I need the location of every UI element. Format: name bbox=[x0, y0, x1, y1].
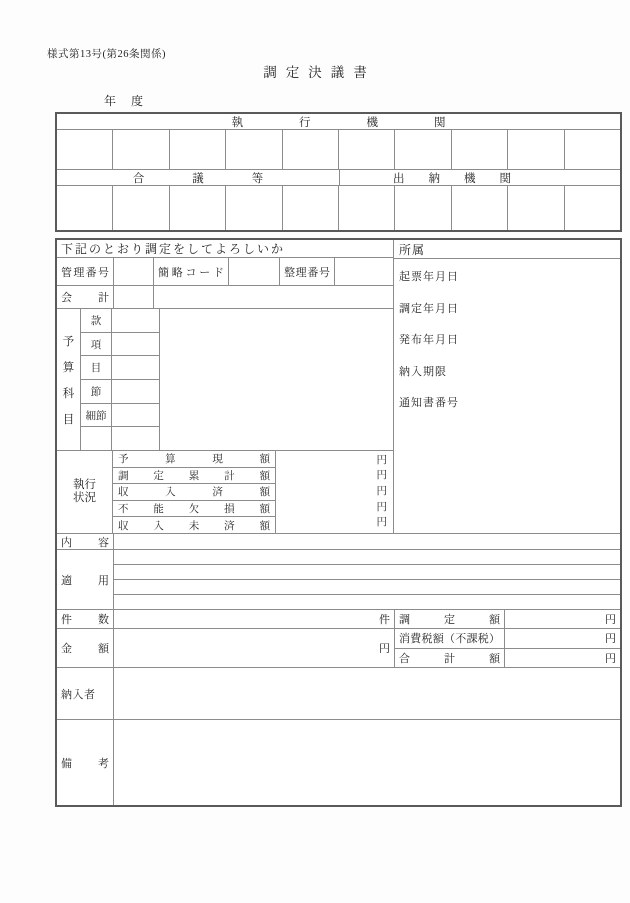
yen-unit: 円 bbox=[376, 470, 387, 482]
budget-current-amount-label: 予 算 現 額 bbox=[113, 451, 275, 468]
yen-unit: 円 bbox=[605, 614, 616, 626]
yen-unit: 円 bbox=[376, 485, 387, 497]
revenue-outstanding-label: 収 入 未 済 額 bbox=[118, 520, 270, 532]
yen-unit: 円 bbox=[376, 501, 387, 513]
write-line bbox=[114, 580, 620, 595]
budget-code-field bbox=[112, 333, 159, 357]
execution-status-items bbox=[113, 451, 276, 533]
remarks-label: 備 考 bbox=[57, 720, 114, 805]
serial-number-field bbox=[335, 258, 393, 285]
grand-total-field bbox=[505, 649, 620, 668]
content-row bbox=[57, 534, 620, 550]
write-line bbox=[114, 565, 620, 580]
document-title: 調定決議書 bbox=[263, 65, 376, 80]
stamp-cell bbox=[452, 130, 508, 169]
executing-agency-stamp-row bbox=[57, 130, 620, 170]
count-field bbox=[114, 610, 395, 628]
grand-total-label: 合 計 額 bbox=[395, 649, 505, 668]
assessment-date-label: 調定年月日 bbox=[399, 302, 459, 315]
assessment-detail-table bbox=[55, 238, 622, 807]
account-label: 会 計 bbox=[57, 286, 114, 308]
upper-left-block bbox=[57, 240, 394, 533]
budget-item-section bbox=[57, 309, 393, 451]
execution-status-label: 執行 状況 bbox=[57, 451, 113, 533]
number-row bbox=[57, 258, 393, 286]
budget-level-extra bbox=[81, 427, 111, 450]
amount-row bbox=[57, 629, 620, 668]
budget-item-vertical-label: 予 算 科 目 bbox=[57, 309, 81, 450]
application-row bbox=[57, 550, 620, 610]
count-row bbox=[57, 610, 620, 629]
yen-unit: 円 bbox=[376, 517, 387, 529]
form-number: 様式第13号(第26条関係) bbox=[47, 49, 166, 60]
account-name-field bbox=[154, 286, 393, 308]
account-code-field bbox=[114, 286, 154, 308]
second-header-row bbox=[57, 170, 620, 186]
grand-total-row bbox=[395, 649, 620, 668]
consumption-tax-row bbox=[395, 629, 620, 649]
management-number-label: 管 理 番 号 bbox=[57, 258, 114, 285]
fiscal-year-label: 年度 bbox=[104, 94, 159, 108]
short-code-label: 簡 略 コ ー ド bbox=[154, 258, 229, 285]
stamp-cell bbox=[57, 130, 113, 169]
stamp-cell bbox=[226, 186, 282, 230]
revenue-received-label: 収 入 済 額 bbox=[113, 484, 275, 501]
publication-date-label: 発布年月日 bbox=[399, 334, 459, 346]
stamp-cell bbox=[508, 186, 564, 230]
upper-section bbox=[57, 240, 620, 534]
uncollectible-loss-label: 不 能 欠 損 額 bbox=[113, 501, 275, 518]
right-panel bbox=[394, 240, 620, 533]
stamp-cell bbox=[508, 130, 564, 169]
application-write-lines bbox=[114, 550, 620, 609]
write-line bbox=[114, 550, 620, 565]
notice-number-label: 通知書番号 bbox=[399, 397, 459, 409]
stamp-cell bbox=[452, 186, 508, 230]
stamp-cell bbox=[170, 186, 226, 230]
amount-field bbox=[114, 629, 395, 667]
budget-code-field bbox=[112, 309, 159, 333]
stamp-cell bbox=[395, 186, 451, 230]
payer-field bbox=[114, 668, 620, 719]
consultation-stamp-row bbox=[57, 186, 620, 230]
stamp-cell bbox=[57, 186, 113, 230]
budget-level-kan: 款 bbox=[81, 309, 111, 333]
yen-unit: 円 bbox=[605, 633, 616, 646]
account-row bbox=[57, 286, 393, 309]
yen-unit: 円 bbox=[605, 652, 616, 665]
issue-date-label: 起票年月日 bbox=[399, 271, 459, 283]
consultation-header: 合議等 bbox=[57, 170, 340, 185]
stamp-cell bbox=[339, 186, 395, 230]
stamp-cell bbox=[113, 130, 169, 169]
stamp-cell bbox=[565, 186, 620, 230]
execution-status-section bbox=[57, 451, 393, 533]
tax-total-subtable bbox=[395, 629, 620, 667]
payer-row bbox=[57, 668, 620, 720]
content-field bbox=[114, 534, 620, 549]
budget-code-field bbox=[112, 404, 159, 428]
yen-unit: 円 bbox=[376, 454, 387, 466]
budget-code-field bbox=[112, 380, 159, 404]
yen-unit: 円 bbox=[379, 643, 390, 655]
amount-label: 金 額 bbox=[57, 629, 114, 667]
serial-number-label: 整 理 番 号 bbox=[280, 258, 335, 285]
stamp-cell bbox=[170, 130, 226, 169]
remarks-row bbox=[57, 720, 620, 805]
date-fields bbox=[394, 259, 620, 426]
execution-status-amount-fields bbox=[276, 451, 393, 533]
stamp-cell bbox=[283, 186, 339, 230]
stamp-cell bbox=[565, 130, 620, 169]
budget-name-field bbox=[160, 309, 393, 450]
stamp-cell bbox=[395, 130, 451, 169]
budget-level-setsu: 節 bbox=[81, 380, 111, 404]
approval-question: 下記のとおり調定をしてよろしいか bbox=[57, 240, 393, 258]
budget-level-ko: 項 bbox=[81, 333, 111, 357]
payer-label: 納入者 bbox=[57, 668, 114, 719]
budget-level-moku: 目 bbox=[81, 356, 111, 380]
stamp-cell bbox=[283, 130, 339, 169]
assessed-amount-field bbox=[505, 610, 620, 628]
stamp-cell bbox=[226, 130, 282, 169]
remarks-field bbox=[114, 720, 620, 805]
agency-table bbox=[55, 112, 622, 232]
budget-code-field bbox=[112, 427, 159, 450]
budget-level-saisetsu: 細節 bbox=[81, 404, 111, 428]
consumption-tax-field bbox=[505, 629, 620, 648]
count-label: 件 数 bbox=[57, 610, 114, 628]
consumption-tax-label: 消 費 税 額 （ 不 課 税 ） bbox=[395, 629, 505, 648]
affiliation-label: 所属 bbox=[394, 240, 620, 259]
executing-agency-header: 執行機関 bbox=[57, 114, 620, 130]
assessed-amount-label: 調 定 額 bbox=[395, 610, 505, 628]
management-number-field bbox=[114, 258, 154, 285]
write-line bbox=[114, 595, 620, 609]
short-code-field bbox=[229, 258, 280, 285]
accounting-agency-header: 出納機関 bbox=[393, 172, 535, 185]
budget-code-fields bbox=[112, 309, 160, 450]
budget-level-labels bbox=[81, 309, 112, 450]
stamp-cell bbox=[113, 186, 169, 230]
assessment-cumulative-label: 調 定 累 計 額 bbox=[113, 468, 275, 485]
content-label: 内 容 bbox=[57, 534, 114, 549]
payment-deadline-label: 納入期限 bbox=[399, 365, 447, 378]
budget-code-field bbox=[112, 356, 159, 380]
stamp-cell bbox=[339, 130, 395, 169]
application-label: 適 用 bbox=[57, 550, 114, 609]
count-unit: 件 bbox=[379, 614, 390, 626]
